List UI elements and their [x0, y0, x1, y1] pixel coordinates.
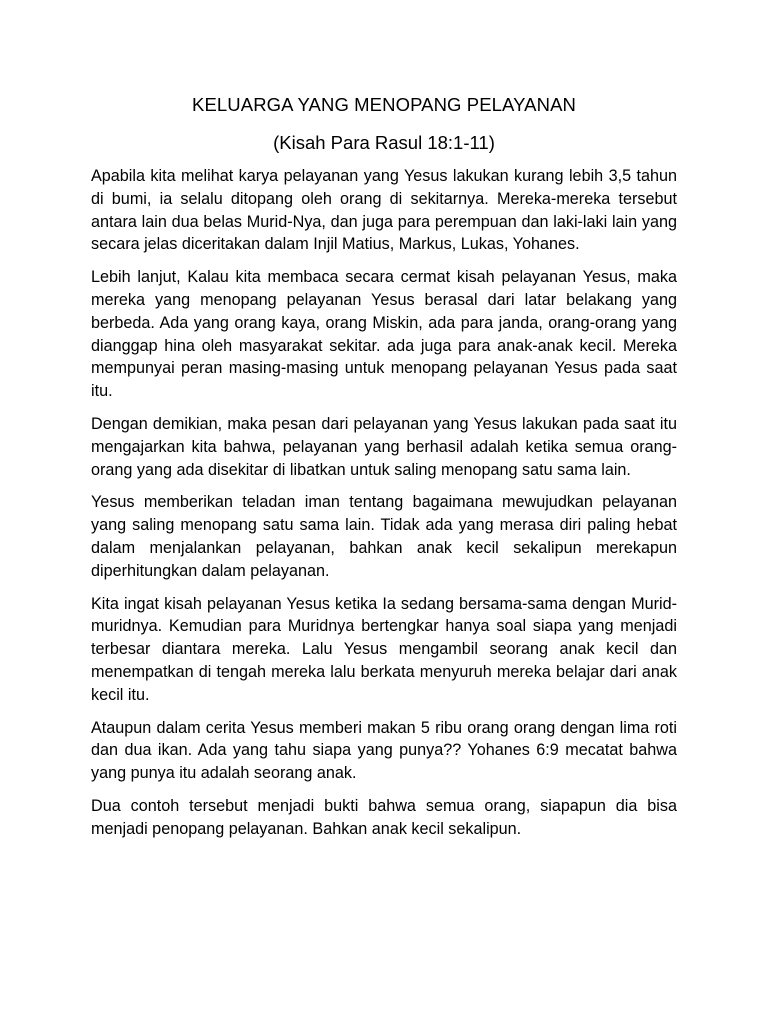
- paragraph-6: Ataupun dalam cerita Yesus memberi makan 5 ribu orang orang dengan lima roti dan dua ikan. Ada yang tahu siapa yang punya?? Yohanes 6:9 mecatat bahwa yang punya itu adalah seorang anak.: [91, 718, 677, 783]
- paragraph-5: Kita ingat kisah pelayanan Yesus ketika Ia sedang bersama-sama dengan Murid-muridnya. Kemudian para Muridnya bertengkar hanya soal siapa yang menjadi terbesar diantara mereka. Lalu Yesus mengambil seorang anak kecil dan menempatkan di tengah mereka lalu berkata menyuruh mereka belajar dari anak kecil itu.: [91, 594, 677, 704]
- document-page: [91, 93, 677, 841]
- paragraph-2: Lebih lanjut, Kalau kita membaca secara cermat kisah pelayanan Yesus, maka mereka yang menopang pelayanan Yesus berasal dari latar belakang yang berbeda. Ada yang orang kaya, orang Miskin, ada para janda, orang-orang yang dianggap hina oleh masyarakat sekitar. ada juga para anak-anak kecil. Mereka mempunyai peran masing-masing untuk menopang pelayanan Yesus pada saat itu.: [91, 268, 677, 401]
- paragraph-1: Apabila kita melihat karya pelayanan yang Yesus lakukan kurang lebih 3,5 tahun di bumi, ia selalu ditopang oleh orang di sekitarnya. Mereka-mereka tersebut antara lain dua belas Murid-Nya, dan juga para perempuan dan laki-laki lain yang secara jelas diceritakan dalam Injil Matius, Markus, Lukas, Yohanes.: [91, 167, 677, 254]
- page-subtitle: (Kisah Para Rasul 18:1-11): [273, 132, 495, 153]
- paragraph-4: Yesus memberikan teladan iman tentang bagaimana mewujudkan pelayanan yang saling menopang satu sama lain. Tidak ada yang merasa diri paling hebat dalam menjalankan pelayanan, bahkan anak kecil sekalipun merekapun diperhitungkan dalam pelayanan.: [91, 493, 677, 580]
- paragraph-7: Dua contoh tersebut menjadi bukti bahwa semua orang, siapapun dia bisa menjadi penopang pelayanan. Bahkan anak kecil sekalipun.: [91, 796, 677, 838]
- page-title: KELUARGA YANG MENOPANG PELAYANAN: [192, 94, 576, 115]
- paragraph-3: Dengan demikian, maka pesan dari pelayanan yang Yesus lakukan pada saat itu mengajarkan kita bahwa, pelayanan yang berhasil adalah ketika semua orang-orang yang ada disekitar di libatkan untuk saling menopang satu sama lain.: [91, 414, 677, 479]
